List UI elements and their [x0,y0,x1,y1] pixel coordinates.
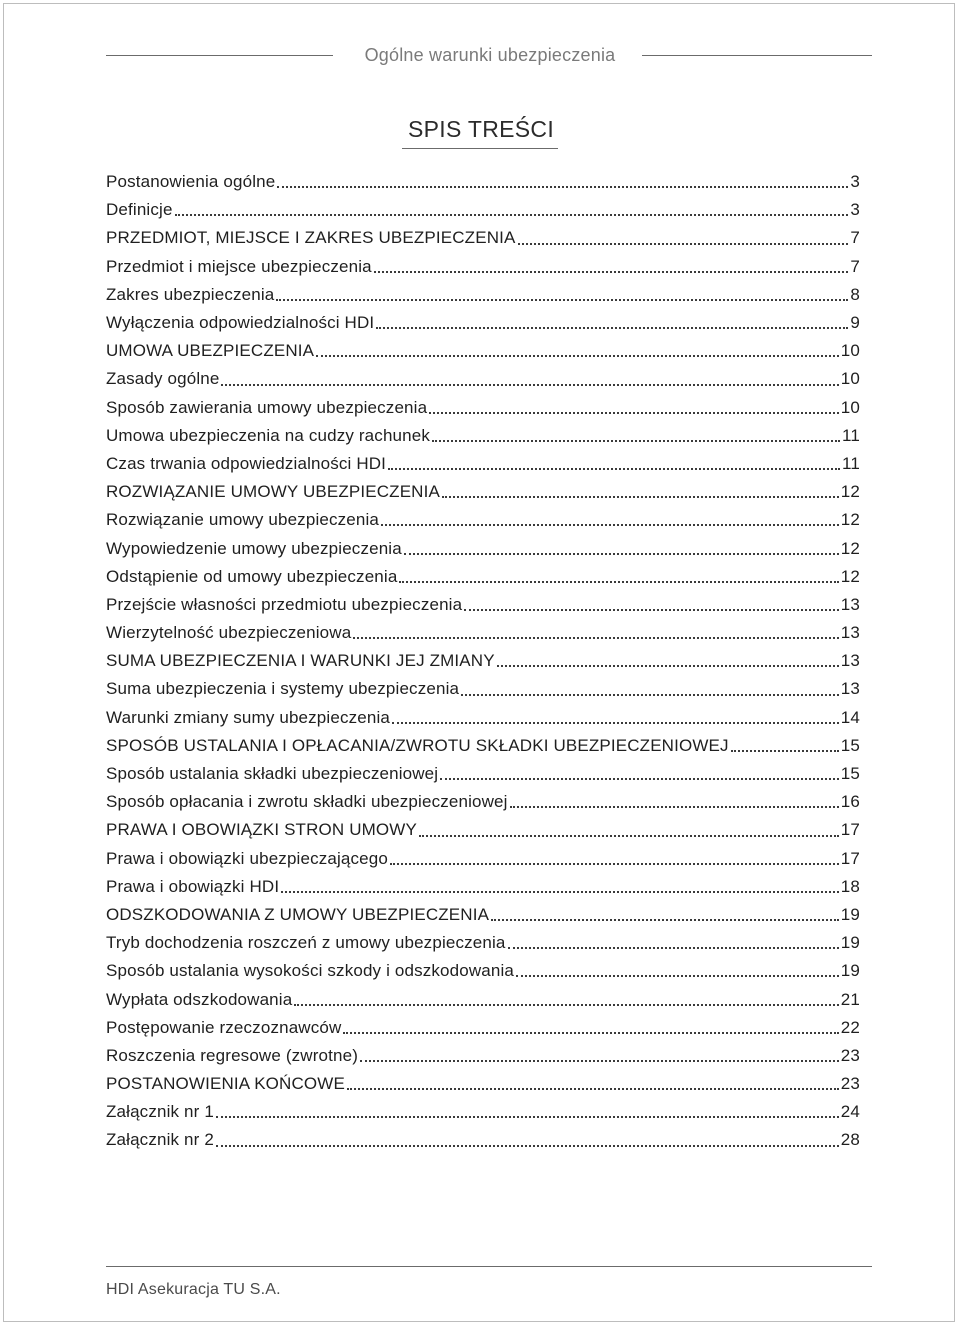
toc-entry-label: Umowa ubezpieczenia na cudzy rachunek [106,425,431,445]
toc-entry-page-number: 13 [840,651,860,671]
toc-entry[interactable] [106,619,860,647]
toc-entry-label: Przedmiot i miejsce ubezpieczenia [106,256,372,276]
toc-entry[interactable] [106,845,860,873]
toc-entry-label: Sposób opłacania i zwrotu składki ubezpieczeniowej [106,792,508,812]
toc-entry-label: Wypłata odszkodowania [106,989,293,1009]
header-title: Ogólne warunki ubezpieczenia [364,45,616,65]
toc-entry-label: Załącznik nr 2 [106,1130,214,1150]
toc-entry-label: Prawa i obowiązki HDI [106,876,280,896]
page-footer [106,1266,872,1299]
toc-entry[interactable] [106,901,860,929]
toc-dot-leader [281,891,839,893]
toc-entry-page-number: 15 [840,764,860,784]
toc-entry[interactable] [106,788,860,816]
toc-entry-label: Suma ubezpieczenia i systemy ubezpieczenia [106,679,460,699]
toc-entry[interactable] [106,957,860,985]
toc-dot-leader [216,1116,839,1118]
toc-entry[interactable] [106,816,860,844]
toc-dot-leader [343,1032,838,1034]
toc-entry-label: ROZWIĄZANIE UMOWY UBEZPIECZENIA [106,482,440,502]
toc-entry-page-number: 19 [840,961,860,981]
toc-entry-page-number: 28 [840,1130,860,1150]
toc-entry-label: UMOWA UBEZPIECZENIA [106,341,315,361]
toc-entry[interactable] [106,563,860,591]
toc-dot-leader [388,468,840,470]
toc-entry[interactable] [106,196,860,224]
toc-entry-label: Odstąpienie od umowy ubezpieczenia [106,566,398,586]
toc-dot-leader [432,440,840,442]
toc-dot-leader [399,581,838,583]
toc-dot-leader [518,243,849,245]
toc-dot-leader [731,750,839,752]
toc-entry-label: Zakres ubezpieczenia [106,284,275,304]
toc-entry-label: SPOSÓB USTALANIA I OPŁACANIA/ZWROTU SKŁADKI UBEZPIECZENIOWEJ [106,735,729,755]
toc-entry-label: PRZEDMIOT, MIEJSCE I ZAKRES UBEZPIECZENIA [106,228,516,248]
toc-entry-page-number: 13 [840,594,860,614]
toc-entry-page-number: 10 [840,341,860,361]
toc-dot-leader [442,496,839,498]
toc-entry-page-number: 9 [850,313,860,333]
toc-entry[interactable] [106,1042,860,1070]
toc-entry-page-number: 22 [840,1017,860,1037]
toc-entry-page-number: 3 [850,172,860,192]
toc-entry-label: Postanowienia ogólne [106,172,276,192]
toc-dot-leader [175,214,849,216]
toc-entry[interactable] [106,337,860,365]
toc-entry[interactable] [106,929,860,957]
toc-entry-page-number: 23 [840,1074,860,1094]
footer-company: HDI Asekuracja TU S.A. [106,1281,281,1298]
toc-entry[interactable] [106,506,860,534]
header-rule-right [642,55,872,56]
toc-entry-page-number: 23 [840,1045,860,1065]
toc-dot-leader [491,919,839,921]
toc-entry-page-number: 7 [850,228,860,248]
toc-entry-page-number: 21 [840,989,860,1009]
toc-entry[interactable] [106,281,860,309]
toc-entry-label: POSTANOWIENIA KOŃCOWE [106,1074,345,1094]
toc-entry-label: Definicje [106,200,173,220]
toc-entry-label: Sposób ustalania wysokości szkody i odszkodowania [106,961,515,981]
toc-entry-label: Sposób zawierania umowy ubezpieczenia [106,397,428,417]
toc-entry-page-number: 13 [840,679,860,699]
toc-dot-leader [374,271,849,273]
toc-entry-label: ODSZKODOWANIA Z UMOWY UBEZPIECZENIA [106,904,490,924]
toc-entry-label: Czas trwania odpowiedzialności HDI [106,453,387,473]
toc-heading-wrapper [0,112,960,149]
page-header [106,44,872,68]
toc-entry-label: Tryb dochodzenia roszczeń z umowy ubezpieczenia [106,933,506,953]
toc-dot-leader [440,778,839,780]
toc-dot-leader [221,384,838,386]
toc-entry[interactable] [106,394,860,422]
toc-dot-leader [461,694,839,696]
toc-entry-page-number: 24 [840,1102,860,1122]
toc-dot-leader [294,1004,838,1006]
toc-entry-page-number: 10 [840,369,860,389]
toc-entry-page-number: 12 [840,482,860,502]
toc-entry-label: Wierzytelność ubezpieczeniowa [106,623,352,643]
toc-entry[interactable] [106,253,860,281]
toc-entry[interactable] [106,478,860,506]
toc-dot-leader [510,806,839,808]
toc-entry[interactable] [106,1014,860,1042]
toc-dot-leader [381,524,839,526]
toc-dot-leader [276,299,848,301]
toc-entry-label: Prawa i obowiązki ubezpieczającego [106,848,388,868]
toc-entry[interactable] [106,985,860,1013]
toc-entry[interactable] [106,450,860,478]
toc-entry[interactable] [106,873,860,901]
toc-dot-leader [464,609,839,611]
toc-entry-label: Warunki zmiany sumy ubezpieczenia [106,707,390,727]
toc-entry-label: Roszczenia regresowe (zwrotne) [106,1045,359,1065]
toc-entry[interactable] [106,760,860,788]
toc-entry[interactable] [106,365,860,393]
toc-entry[interactable] [106,534,860,562]
toc-dot-leader [316,355,839,357]
toc-entry-label: Postępowanie rzeczoznawców [106,1017,342,1037]
toc-entry[interactable] [106,675,860,703]
toc-entry-label: SUMA UBEZPIECZENIA I WARUNKI JEJ ZMIANY [106,651,495,671]
toc-dot-leader [360,1060,839,1062]
toc-dot-leader [497,665,839,667]
toc-dot-leader [392,722,839,724]
toc-entry-label: Sposób ustalania składki ubezpieczeniowej [106,764,439,784]
toc-entry-page-number: 11 [842,453,860,473]
toc-entry-page-number: 3 [850,200,860,220]
toc-entry-label: Załącznik nr 1 [106,1102,214,1122]
toc-entry[interactable] [106,168,860,196]
toc-dot-leader [429,412,839,414]
toc-entry[interactable] [106,422,860,450]
toc-dot-leader [516,975,839,977]
toc-entry[interactable] [106,591,860,619]
toc-heading: SPIS TREŚCI [402,112,558,149]
toc-dot-leader [376,327,848,329]
toc-entry[interactable] [106,309,860,337]
toc-entry[interactable] [106,647,860,675]
footer-rule [106,1266,872,1267]
toc-dot-leader [508,947,839,949]
toc-dot-leader [390,863,839,865]
toc-dot-leader [277,186,848,188]
toc-entry-label: Zasady ogólne [106,369,220,389]
toc-dot-leader [419,835,839,837]
toc-entry-page-number: 7 [850,256,860,276]
toc-dot-leader [353,637,838,639]
toc-entry-page-number: 13 [840,623,860,643]
toc-entry-page-number: 10 [840,397,860,417]
toc-entry-page-number: 8 [850,284,860,304]
toc-dot-leader [216,1145,839,1147]
toc-entry-label: Wypowiedzenie umowy ubezpieczenia [106,538,402,558]
table-of-contents [106,168,860,1155]
toc-entry-page-number: 11 [842,425,860,445]
toc-entry[interactable] [106,1098,860,1126]
toc-entry[interactable] [106,1070,860,1098]
toc-entry[interactable] [106,1126,860,1154]
toc-entry-page-number: 12 [840,538,860,558]
toc-entry[interactable] [106,704,860,732]
toc-entry[interactable] [106,224,860,252]
toc-entry-label: Rozwiązanie umowy ubezpieczenia [106,510,380,530]
toc-entry-page-number: 19 [840,933,860,953]
toc-entry-page-number: 17 [840,848,860,868]
toc-entry-label: Przejście własności przedmiotu ubezpieczenia [106,594,463,614]
toc-entry-page-number: 14 [840,707,860,727]
toc-entry-label: PRAWA I OBOWIĄZKI STRON UMOWY [106,820,417,840]
toc-entry-page-number: 16 [840,792,860,812]
toc-entry-page-number: 18 [840,876,860,896]
toc-entry-page-number: 12 [840,510,860,530]
toc-entry-page-number: 17 [840,820,860,840]
toc-dot-leader [404,553,839,555]
toc-dot-leader [347,1088,839,1090]
header-rule-left [106,55,333,56]
toc-entry-label: Wyłączenia odpowiedzialności HDI [106,313,375,333]
toc-entry-page-number: 19 [840,904,860,924]
toc-entry[interactable] [106,732,860,760]
toc-entry-page-number: 15 [840,735,860,755]
toc-entry-page-number: 12 [840,566,860,586]
